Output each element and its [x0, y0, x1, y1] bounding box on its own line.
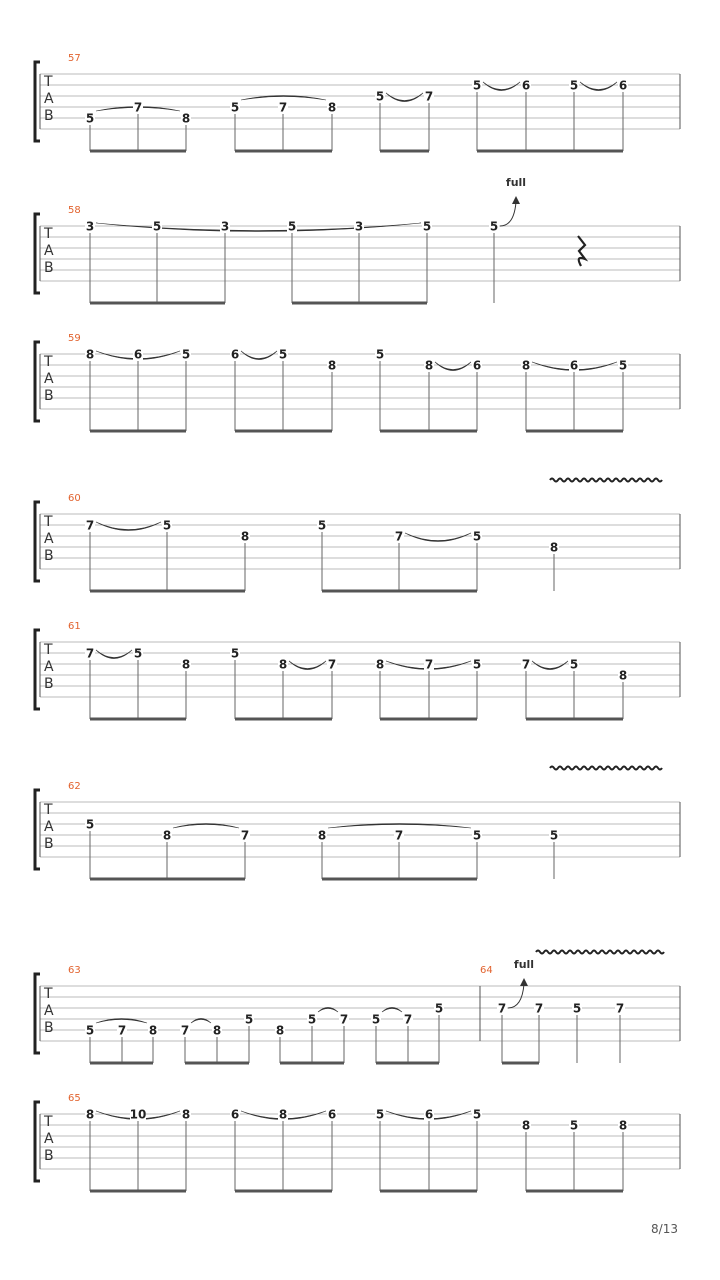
measure-number: 59 [68, 333, 81, 344]
fret-number: 8 [521, 358, 531, 373]
fret-number: 8 [212, 1023, 222, 1038]
fret-number: 6 [327, 1107, 337, 1122]
fret-number: 5 [422, 219, 432, 234]
fret-number: 5 [569, 1118, 579, 1133]
bend-curve [508, 984, 524, 1008]
fret-number: 7 [403, 1012, 413, 1027]
slur [386, 93, 423, 102]
fret-number: 5 [472, 529, 482, 544]
tab-clef-letter: T [44, 226, 53, 242]
tab-system [35, 1093, 680, 1191]
fret-number: 6 [230, 1107, 240, 1122]
tab-clef-letter: A [44, 531, 54, 547]
tab-clef-letter: B [44, 260, 54, 276]
fret-number: 5 [162, 518, 172, 533]
tab-system [35, 621, 680, 719]
fret-number: 5 [85, 111, 95, 126]
fret-number: 3 [220, 219, 230, 234]
fret-number: 5 [152, 219, 162, 234]
tab-system [35, 333, 680, 431]
fret-number: 5 [375, 89, 385, 104]
fret-number: 8 [240, 529, 250, 544]
fret-number: 8 [181, 111, 191, 126]
fret-number: 6 [424, 1107, 434, 1122]
fret-number: 5 [569, 78, 579, 93]
fret-number: 5 [278, 347, 288, 362]
fret-number: 5 [181, 347, 191, 362]
fret-number: 5 [549, 828, 559, 843]
fret-number: 5 [85, 1023, 95, 1038]
measure-number: 62 [68, 781, 81, 792]
fret-number: 6 [618, 78, 628, 93]
fret-number: 5 [472, 828, 482, 843]
vibrato-icon [550, 767, 662, 770]
tab-clef-letter: B [44, 1020, 54, 1036]
fret-number: 6 [230, 347, 240, 362]
system-bracket [35, 342, 40, 421]
system-bracket [35, 214, 40, 293]
fret-number: 8 [275, 1023, 285, 1038]
slur [580, 82, 617, 91]
fret-number: 5 [287, 219, 297, 234]
tab-system [35, 767, 680, 880]
tab-clef-letter: T [44, 986, 53, 1002]
fret-number: 7 [339, 1012, 349, 1027]
slur [96, 650, 132, 659]
fret-number: 8 [181, 657, 191, 672]
tab-clef-letter: T [44, 514, 53, 530]
fret-number: 8 [327, 358, 337, 373]
fret-number: 8 [162, 828, 172, 843]
fret-number: 5 [472, 657, 482, 672]
tab-clef-letter: B [44, 108, 54, 124]
fret-number: 7 [424, 657, 434, 672]
fret-number: 7 [394, 529, 404, 544]
fret-number: 8 [424, 358, 434, 373]
fret-number: 7 [534, 1001, 544, 1016]
fret-number: 5 [375, 347, 385, 362]
tab-clef-letter: T [44, 642, 53, 658]
slur [405, 533, 471, 542]
fret-number: 8 [278, 657, 288, 672]
fret-number: 5 [489, 219, 499, 234]
fret-number: 6 [569, 358, 579, 373]
tab-clef-letter: B [44, 548, 54, 564]
slur [435, 362, 471, 371]
vibrato-icon [536, 951, 664, 954]
quarter-rest-icon [578, 236, 585, 266]
fret-number: 5 [133, 646, 143, 661]
fret-number: 7 [180, 1023, 190, 1038]
measure-number: 57 [68, 53, 81, 64]
fret-number: 5 [434, 1001, 444, 1016]
measure-number: 60 [68, 493, 81, 504]
fret-number: 7 [521, 657, 531, 672]
fret-number: 7 [327, 657, 337, 672]
fret-number: 3 [85, 219, 95, 234]
fret-number: 5 [472, 1107, 482, 1122]
fret-number: 8 [85, 1107, 95, 1122]
tab-clef-letter: B [44, 676, 54, 692]
fret-number: 5 [569, 657, 579, 672]
fret-number: 6 [133, 347, 143, 362]
tab-clef-letter: T [44, 802, 53, 818]
fret-number: 7 [85, 518, 95, 533]
fret-number: 8 [521, 1118, 531, 1133]
bend-arrow-icon [520, 978, 528, 986]
page-number: 8/13 [651, 1222, 678, 1236]
fret-number: 6 [472, 358, 482, 373]
system-bracket [35, 502, 40, 581]
fret-number: 5 [618, 358, 628, 373]
tab-clef-letter: B [44, 836, 54, 852]
vibrato-icon [550, 479, 662, 482]
tab-clef-letter: A [44, 659, 54, 675]
tab-clef-letter: A [44, 243, 54, 259]
system-bracket [35, 1102, 40, 1181]
slur [241, 351, 277, 360]
fret-number: 8 [317, 828, 327, 843]
fret-number: 7 [133, 100, 143, 115]
fret-number: 8 [327, 100, 337, 115]
bend-arrow-icon [512, 196, 520, 204]
measure-number: 61 [68, 621, 81, 632]
tab-system [35, 479, 680, 592]
tab-clef-letter: T [44, 74, 53, 90]
tab-system [35, 53, 680, 151]
bend-curve [500, 202, 516, 226]
tab-clef-letter: T [44, 354, 53, 370]
tab-system [35, 176, 680, 303]
fret-number: 7 [278, 100, 288, 115]
system-bracket [35, 974, 40, 1053]
fret-number: 5 [375, 1107, 385, 1122]
fret-number: 5 [230, 100, 240, 115]
fret-number: 5 [307, 1012, 317, 1027]
tab-system [35, 951, 680, 1064]
fret-number: 7 [85, 646, 95, 661]
slur [483, 82, 520, 91]
measure-number: 58 [68, 205, 81, 216]
fret-number: 5 [317, 518, 327, 533]
slur [96, 522, 161, 531]
slur [532, 661, 568, 670]
fret-number: 5 [472, 78, 482, 93]
fret-number: 7 [394, 828, 404, 843]
tab-clef-letter: A [44, 1131, 54, 1147]
fret-number: 8 [375, 657, 385, 672]
fret-number: 5 [230, 646, 240, 661]
fret-number: 8 [148, 1023, 158, 1038]
tab-clef-letter: B [44, 1148, 54, 1164]
fret-number: 5 [371, 1012, 381, 1027]
measure-number: 63 [68, 965, 81, 976]
system-bracket [35, 790, 40, 869]
fret-number: 5 [572, 1001, 582, 1016]
fret-number: 8 [181, 1107, 191, 1122]
tab-clef-letter: A [44, 1003, 54, 1019]
tab-clef-letter: T [44, 1114, 53, 1130]
fret-number: 8 [278, 1107, 288, 1122]
fret-number: 8 [618, 1118, 628, 1133]
fret-number: 8 [85, 347, 95, 362]
tab-clef-letter: B [44, 388, 54, 404]
fret-number: 7 [117, 1023, 127, 1038]
fret-number: 7 [615, 1001, 625, 1016]
tab-clef-letter: A [44, 819, 54, 835]
fret-number: 7 [240, 828, 250, 843]
tab-clef-letter: A [44, 371, 54, 387]
system-bracket [35, 62, 40, 141]
fret-number: 5 [85, 817, 95, 832]
slur [96, 223, 421, 232]
fret-number: 7 [497, 1001, 507, 1016]
fret-number: 6 [521, 78, 531, 93]
measure-number: 64 [480, 965, 493, 976]
fret-number: 8 [549, 540, 559, 555]
slur [289, 661, 326, 670]
system-bracket [35, 630, 40, 709]
fret-number: 3 [354, 219, 364, 234]
bend-label: full [513, 958, 535, 971]
fret-number: 10 [129, 1107, 147, 1122]
fret-number: 5 [244, 1012, 254, 1027]
tab-clef-letter: A [44, 91, 54, 107]
fret-number: 8 [618, 668, 628, 683]
fret-number: 7 [424, 89, 434, 104]
bend-label: full [505, 176, 527, 189]
measure-number: 65 [68, 1093, 81, 1104]
